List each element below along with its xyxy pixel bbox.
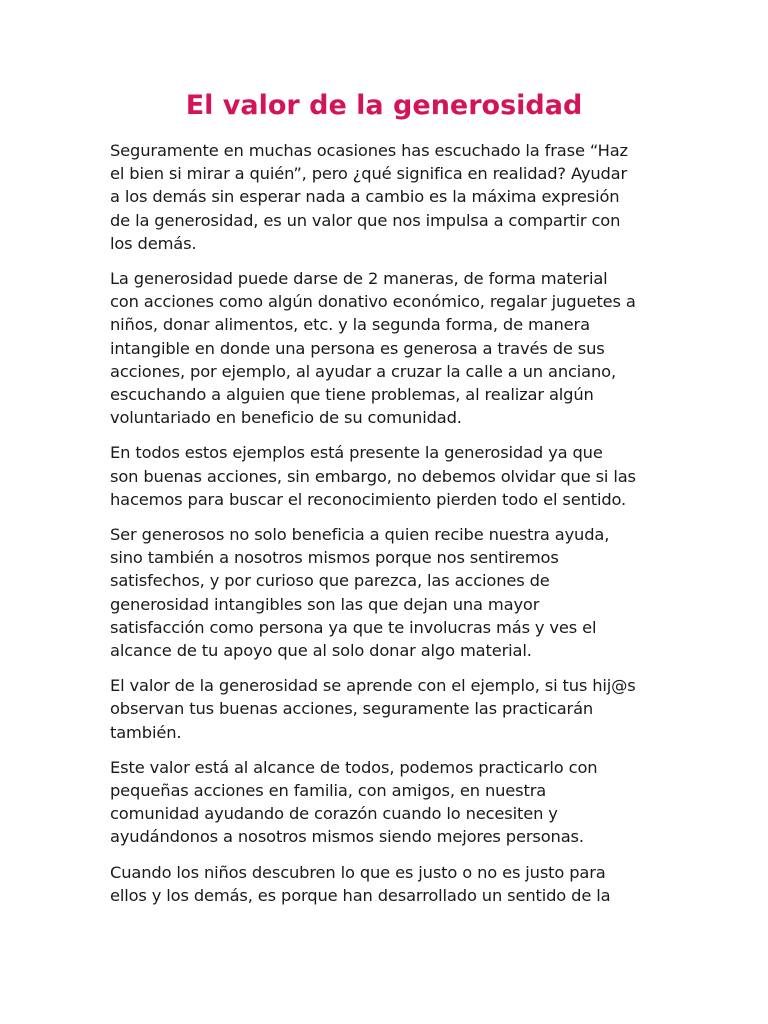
paragraph-line: de la generosidad, es un valor que nos impulsa a compartir con [110,210,621,230]
body-paragraph [110,674,670,744]
paragraph-line: también. [110,722,182,742]
paragraph-line: alcance de tu apoyo que al solo donar algo material. [110,641,532,661]
paragraph-line: Ser generosos no solo beneficia a quien recibe nuestra ayuda, [110,525,610,545]
paragraph-line: comunidad ayudando de corazón cuando lo necesiten y [110,804,558,824]
document-body [110,139,670,919]
paragraph-line: ellos y los demás, es porque han desarrollado un sentido de la [110,885,611,905]
paragraph-line: En todos estos ejemplos está presente la generosidad ya que [110,443,603,463]
body-paragraph [110,756,670,849]
paragraph-line: a los demás sin esperar nada a cambio es la máxima expresión [110,187,620,207]
body-paragraph [110,861,670,907]
paragraph-line: Este valor está al alcance de todos, podemos practicarlo con [110,757,598,777]
paragraph-line: voluntariado en beneficio de su comunidad. [110,408,462,428]
paragraph-line: los demás. [110,233,197,253]
paragraph-line: satisfacción como persona ya que te involucras más y ves el [110,617,597,637]
paragraph-line: El valor de la generosidad se aprende con el ejemplo, si tus hij@s [110,676,636,696]
paragraph-line: generosidad intangibles son las que dejan una mayor [110,594,540,614]
paragraph-line: hacemos para buscar el reconocimiento pierden todo el sentido. [110,489,627,509]
page-title: El valor de la generosidad [185,90,583,121]
paragraph-line: el bien si mirar a quién”, pero ¿qué significa en realidad? Ayudar [110,164,628,184]
paragraph-line: niños, donar alimentos, etc. y la segunda forma, de manera [110,315,590,335]
paragraph-line: observan tus buenas acciones, seguramente las practicarán [110,699,594,719]
body-paragraph [110,523,670,662]
paragraph-line: La generosidad puede darse de 2 maneras, de forma material [110,269,608,289]
paragraph-line: escuchando a alguien que tiene problemas, al realizar algún [110,385,594,405]
paragraph-line: intangible en donde una persona es generosa a través de sus [110,338,605,358]
body-paragraph [110,139,670,255]
paragraph-line: con acciones como algún donativo económico, regalar juguetes a [110,292,636,312]
paragraph-line: acciones, por ejemplo, al ayudar a cruzar la calle a un anciano, [110,361,616,381]
paragraph-line: sino también a nosotros mismos porque nos sentiremos [110,548,559,568]
body-paragraph [110,441,670,511]
paragraph-line: satisfechos, y por curioso que parezca, las acciones de [110,571,550,591]
paragraph-line: Seguramente en muchas ocasiones has escuchado la frase “Haz [110,141,628,160]
paragraph-line: pequeñas acciones en familia, con amigos, en nuestra [110,781,547,801]
body-paragraph [110,267,670,429]
paragraph-line: son buenas acciones, sin embargo, no debemos olvidar que si las [110,466,636,486]
paragraph-line: ayudándonos a nosotros mismos siendo mejores personas. [110,827,584,847]
paragraph-line: Cuando los niños descubren lo que es justo o no es justo para [110,862,606,882]
